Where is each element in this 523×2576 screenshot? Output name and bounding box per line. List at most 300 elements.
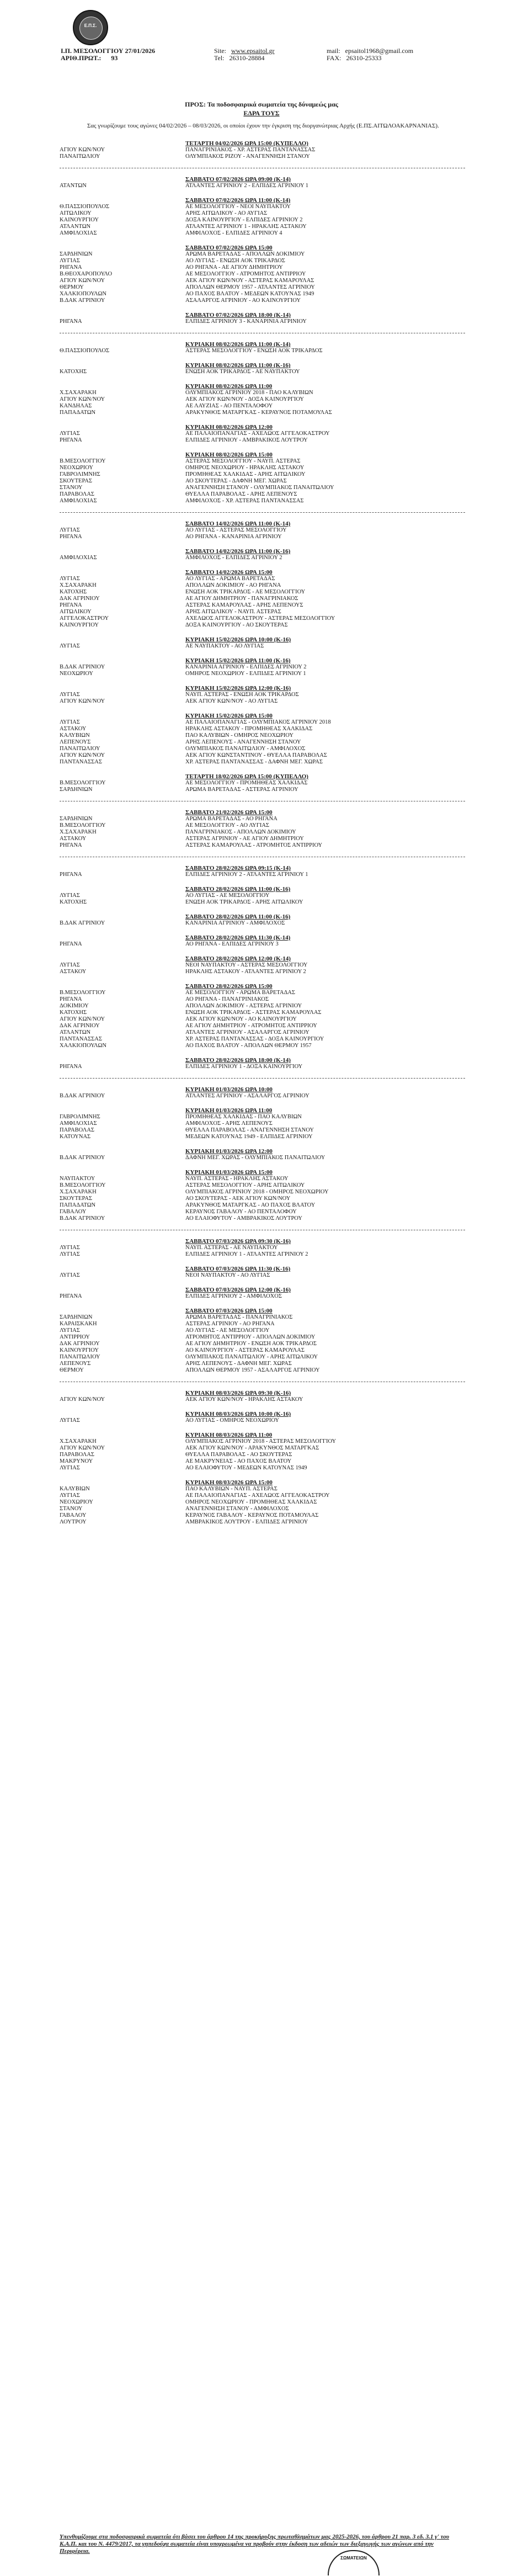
match-venue: ΓΑΒΑΛΟΥ: [60, 1512, 87, 1518]
match-venue: ΓΑΒΑΛΟΥ: [60, 1209, 87, 1215]
match-group: [60, 312, 465, 325]
match-teams: ΑΟ ΡΗΓΑΝΑ - ΠΑΝΑΓΡΙΝΙΑΚΟΣ: [185, 996, 269, 1002]
match-venue: ΠΑΠΑΔΑΤΩΝ: [60, 410, 96, 416]
match-teams: ΧΡ. ΑΣΤΕΡΑΣ ΠΑΝΤΑΝΑΣΣΑΣ - ΔΑΦΝΗ ΜΕΓ. ΧΩΡΑΣ: [185, 759, 323, 765]
match-venue: Β.ΔΑΚ ΑΓΡΙΝΙΟΥ: [60, 298, 105, 304]
match-teams: ΑΣΤΕΡΑΣ ΚΑΜΑΡΟΥΛΑΣ - ΑΡΗΣ ΛΕΠΕΝΟΥΣ: [185, 602, 303, 608]
match-teams: ΑΕ ΜΕΣΟΛΟΓΓΙΟΥ - ΑΡΩΜΑ ΒΑΡΕΤΑΔΑΣ: [185, 990, 296, 996]
match-teams: ΕΝΩΣΗ ΑΟΚ ΤΡΙΚΑΡΔΟΣ - ΑΕ ΝΑΥΠΑΚΤΟΥ: [185, 369, 300, 375]
match-venue: Χ.ΣΑΧΑΡΑΚΗ: [60, 582, 97, 588]
match-row: [60, 1196, 465, 1202]
match-venue: ΑΜΦΙΛΟΧΙΑΣ: [60, 498, 97, 504]
match-row: [60, 369, 465, 375]
match-teams: ΑΡΗΣ ΛΕΠΕΝΟΥΣ - ΑΝΑΓΕΝΝΗΣΗ ΣΤΑΝΟΥ: [185, 739, 301, 745]
match-teams: ΗΡΑΚΛΗΣ ΑΣΤΑΚΟΥ - ΠΡΟΜΗΘΕΑΣ ΧΑΛΚΙΔΑΣ: [185, 726, 313, 732]
match-group: [60, 1266, 465, 1279]
match-teams: ΠΑΝΑΓΡΙΝΙΑΚΟΣ - ΧΡ. ΑΣΤΕΡΑΣ ΠΑΝΤΑΝΑΣΣΑΣ: [185, 147, 316, 153]
match-venue: Β.ΜΕΣΟΛΟΓΓΙΟΥ: [60, 780, 106, 786]
match-group: [60, 452, 465, 504]
match-venue: ΔΑΚ ΑΓΡΙΝΙΟΥ: [60, 596, 100, 602]
match-teams: ΑΝΑΓΕΝΝΗΣΗ ΣΤΑΝΟΥ - ΑΜΦΙΛΟΧΟΣ: [185, 1506, 289, 1512]
match-venue: ΛΥΓΙΑΣ: [60, 962, 80, 968]
match-row: [60, 1189, 465, 1196]
match-teams: ΝΑΥΠ. ΑΣΤΕΡΑΣ - ΗΡΑΚΛΗΣ ΑΣΤΑΚΟΥ: [185, 1176, 289, 1182]
match-row: [60, 780, 465, 787]
match-group-date-header: ΣΑΒΒΑΤΟ 07/03/2026 ΩΡΑ 12:00 (Κ-16): [185, 1287, 291, 1293]
match-row: [60, 527, 465, 534]
match-teams: ΑΕ ΛΑΥΖΙΑΣ - ΑΟ ΠΕΝΤΑΛΟΦΟΥ: [185, 403, 273, 409]
match-teams: ΚΑΝΑΡΙΝΙΑ ΑΓΡΙΝΙΟΥ - ΕΛΠΙΔΕΣ ΑΓΡΙΝΙΟΥ 2: [185, 664, 307, 670]
match-teams: ΟΛΥΜΠΙΑΚΟΣ ΡΙΖΟΥ - ΑΝΑΓΕΝΝΗΣΗ ΣΤΑΝΟΥ: [185, 153, 310, 160]
match-venue: ΑΓΙΟΥ ΚΩΝ/ΝΟΥ: [60, 396, 105, 402]
match-row: [60, 732, 465, 739]
match-teams: ΠΑΟ ΚΑΛΥΒΙΩΝ - ΟΜΗΡΟΣ ΝΕΟΧΩΡΙΟΥ: [185, 732, 293, 739]
match-venue: ΘΕΡΜΟΥ: [60, 284, 84, 290]
match-teams: ΑΕΚ ΑΓΙΟΥ ΚΩΝ/ΝΟΥ - ΑΟ ΚΑΙΝΟΥΡΓΙΟΥ: [185, 1016, 297, 1022]
match-row: [60, 1114, 465, 1120]
match-group-date-header: ΚΥΡΙΑΚΗ 08/03/2026 ΩΡΑ 09:30 (Κ-16): [185, 1390, 291, 1396]
match-venue: ΛΥΓΙΑΣ: [60, 643, 80, 649]
match-venue: ΚΑΙΝΟΥΡΓΙΟΥ: [60, 1347, 99, 1353]
match-group: [60, 1479, 465, 1526]
match-row: [60, 920, 465, 927]
match-teams: ΕΛΠΙΔΕΣ ΑΓΡΙΝΙΟΥ 1 - ΑΤΛΑΝΤΕΣ ΑΓΡΙΝΙΟΥ 2: [185, 1251, 308, 1257]
footer-note: Υπενθυμίζουμε στα ποδοσφαιρικά σωματεία ότι βάσει του άρθρου 14 της προκήρυξης πρωταθλημάτων μας 2025-2026, του άρθρου 21 παρ. 3 εδ. 3.1 γ' του Κ.Α.Π. και του Ν. 4479/2017, τα γηπεδούχα σωματεία είναι υποχρεωμένα να προβούν στην έκδοση των αδειών των διεξαγωγής των αγώνων από την Περιφέρεια.: [60, 2533, 450, 2554]
match-group-date-header: ΣΑΒΒΑΤΟ 28/02/2026 ΩΡΑ 11:00 (Κ-16): [185, 886, 291, 893]
match-row: [60, 224, 465, 230]
match-teams: ΑΡΩΜΑ ΒΑΡΕΤΑΔΑΣ - ΑΟ ΡΗΓΑΝΑ: [185, 816, 277, 822]
match-row: [60, 1417, 465, 1424]
match-venue: ΑΣΤΑΚΟΥ: [60, 726, 87, 732]
match-group: [60, 569, 465, 629]
match-row: [60, 458, 465, 465]
match-row: [60, 582, 465, 589]
match-venue: ΛΥΓΙΑΣ: [60, 576, 80, 582]
match-teams: ΑΜΦΙΛΟΧΟΣ - ΕΛΠΙΔΕΣ ΑΓΡΙΝΙΟΥ 2: [185, 555, 282, 561]
match-teams: ΕΝΩΣΗ ΑΟΚ ΤΡΙΚΑΡΔΟΣ - ΑΣΤΕΡΑΣ ΚΑΜΑΡΟΥΛΑΣ: [185, 1010, 322, 1016]
match-row: [60, 1465, 465, 1472]
match-venue: ΡΗΓΑΝΑ: [60, 602, 82, 608]
match-group-date-header: ΚΥΡΙΑΚΗ 08/02/2026 ΩΡΑ 11:00 (Κ-16): [185, 362, 291, 369]
match-teams: ΕΛΠΙΔΕΣ ΑΓΡΙΝΙΟΥ 2 - ΑΜΦΙΛΟΧΟΣ: [185, 1293, 282, 1299]
match-teams: ΑΕ ΜΕΣΟΛΟΓΓΙΟΥ - ΑΟ ΛΥΓΙΑΣ: [185, 822, 270, 828]
mail-link[interactable]: epsaitol1968@gmail.com: [345, 47, 414, 55]
match-teams: ΠΡΟΜΗΘΕΑΣ ΧΑΛΚΙΔΑΣ - ΠΑΟ ΚΑΛΥΒΙΩΝ: [185, 1114, 302, 1120]
sender-block: [61, 47, 155, 62]
match-venue: ΑΓΙΟΥ ΚΩΝ/ΝΟΥ: [60, 752, 105, 758]
match-venue: ΚΑΙΝΟΥΡΓΙΟΥ: [60, 217, 99, 223]
match-row: [60, 990, 465, 996]
match-group-date-header: ΚΥΡΙΑΚΗ 01/03/2026 ΩΡΑ 15:00: [185, 1169, 273, 1176]
match-row: [60, 1314, 465, 1321]
match-teams: ΑΕΚ ΑΓΙΟΥ ΚΩΝ/ΝΟΥ - ΑΣΤΕΡΑΣ ΚΑΜΑΡΟΥΛΑΣ: [185, 278, 314, 284]
match-teams: ΑΕ ΜΕΣΟΛΟΓΓΙΟΥ - ΑΤΡΟΜΗΤΟΣ ΑΝΤΙΡΡΙΟΥ: [185, 271, 306, 277]
match-row: [60, 609, 465, 615]
match-venue: ΑΤΛΑΝΤΩΝ: [60, 224, 91, 230]
match-row: [60, 153, 465, 160]
match-venue: ΠΑΝΤΑΝΑΣΣΑΣ: [60, 759, 102, 765]
match-teams: ΑΣΑΛΑΡΓΟΣ ΑΓΡΙΝΙΟΥ - ΑΟ ΚΑΙΝΟΥΡΓΙΟΥ: [185, 298, 301, 304]
match-venue: Β.ΜΕΣΟΛΟΓΓΙΟΥ: [60, 822, 106, 828]
match-venue: ΑΤΛΑΝΤΩΝ: [60, 1029, 91, 1035]
match-row: [60, 1458, 465, 1465]
match-group: [60, 424, 465, 444]
match-group: [60, 1390, 465, 1403]
match-venue: ΑΜΦΙΛΟΧΙΑΣ: [60, 1120, 97, 1127]
ref-line: ΑΡΙΘ.ΠΡΩΤ.: 93: [61, 54, 118, 62]
match-group: [60, 1287, 465, 1300]
match-row: [60, 787, 465, 793]
match-group-date-header: ΚΥΡΙΑΚΗ 01/03/2026 ΩΡΑ 10:00: [185, 1086, 273, 1093]
match-venue: ΛΥΓΙΑΣ: [60, 719, 80, 725]
match-row: [60, 291, 465, 298]
match-teams: ΑΡΗΣ ΑΙΤΩΛΙΚΟΥ - ΝΑΥΠ. ΑΣΤΕΡΑΣ: [185, 609, 281, 615]
match-row: [60, 1029, 465, 1036]
match-row: [60, 1182, 465, 1189]
match-venue: Χ.ΣΑΧΑΡΑΚΗ: [60, 1438, 97, 1444]
match-venue: ΘΕΡΜΟΥ: [60, 1367, 84, 1373]
match-group: [60, 1238, 465, 1258]
recipient-line: ΠΡΟΣ: Τα ποδοσφαιρικά σωματεία της δύναμεώς μας: [185, 100, 338, 108]
match-group-date-header: ΣΑΒΒΑΤΟ 14/02/2026 ΩΡΑ 11:00 (Κ-16): [185, 548, 291, 555]
match-row: [60, 719, 465, 726]
match-row: [60, 1202, 465, 1209]
match-teams: ΑΟ ΡΗΓΑΝΑ - ΕΛΠΙΔΕΣ ΑΓΡΙΝΙΟΥ 3: [185, 941, 279, 947]
match-teams: ΑΟ ΛΥΓΙΑΣ - ΑΕ ΜΕΣΟΛΟΓΓΙΟΥ: [185, 893, 270, 899]
match-venue: ΧΑΛΚΙΟΠΟΥΛΩΝ: [60, 291, 106, 297]
match-row: [60, 816, 465, 822]
match-teams: ΑΜΦΙΛΟΧΟΣ - ΕΛΠΙΔΕΣ ΑΓΡΙΝΙΟΥ 4: [185, 230, 282, 236]
match-teams: ΑΕ ΑΓΙΟΥ ΔΗΜΗΤΡΙΟΥ - ΑΤΡΟΜΗΤΟΣ ΑΝΤΙΡΡΙΟΥ: [185, 1023, 317, 1029]
match-venue: Β.ΔΑΚ ΑΓΡΙΝΙΟΥ: [60, 920, 105, 926]
match-teams: ΑΕΚ ΑΓΙΟΥ ΚΩΝ/ΝΟΥ - ΔΟΞΑ ΚΑΙΝΟΥΡΓΙΟΥ: [185, 396, 305, 402]
match-venue: ΑΓΙΟΥ ΚΩΝ/ΝΟΥ: [60, 1016, 105, 1022]
match-row: [60, 396, 465, 403]
match-row: [60, 698, 465, 705]
match-venue: ΚΑΛΥΒΙΩΝ: [60, 1486, 90, 1492]
match-teams: ΑΡΩΜΑ ΒΑΡΕΤΑΔΑΣ - ΑΠΟΛΛΩΝ ΔΟΚΙΜΙΟΥ: [185, 251, 305, 257]
match-teams: ΑΤΛΑΝΤΕΣ ΑΓΡΙΝΙΟΥ - ΑΣΑΛΑΡΓΟΣ ΑΓΡΙΝΙΟΥ: [185, 1029, 309, 1035]
match-teams: ΑΕ ΜΕΣΟΛΟΓΓΙΟΥ - ΝΕΟΙ ΝΑΥΠΑΚΤΟΥ: [185, 204, 291, 210]
match-group: [60, 140, 465, 160]
match-row: [60, 1452, 465, 1458]
match-teams: ΝΑΥΠ. ΑΣΤΕΡΑΣ - ΕΝΩΣΗ ΑΟΚ ΤΡΙΚΑΡΔΟΣ: [185, 692, 299, 698]
site-link[interactable]: www.epsaitol.gr: [231, 47, 275, 55]
match-group-date-header: ΣΑΒΒΑΤΟ 21/02/2026 ΩΡΑ 15:00: [185, 809, 273, 816]
match-row: [60, 1251, 465, 1258]
match-row: [60, 602, 465, 609]
match-venue: ΑΤΑΝΤΩΝ: [60, 183, 87, 189]
match-row: [60, 318, 465, 325]
match-venue: ΡΗΓΑΝΑ: [60, 318, 82, 325]
stamp-text: ΣΩΜΑΤΕΙΩΝ: [340, 2556, 367, 2561]
match-row: [60, 1293, 465, 1300]
match-row: [60, 1499, 465, 1506]
match-teams: ΚΕΡΑΥΝΟΣ ΓΑΒΑΛΟΥ - ΚΕΡΑΥΝΟΣ ΠΟΤΑΜΟΥΛΑΣ: [185, 1512, 319, 1518]
match-group: [60, 713, 465, 766]
match-venue: Χ.ΣΑΧΑΡΑΚΗ: [60, 1189, 97, 1195]
match-group: [60, 176, 465, 189]
match-teams: ΑΕΚ ΑΓΙΟΥ ΚΩΝ/ΝΟΥ - ΑΟ ΛΥΓΙΑΣ: [185, 698, 278, 704]
match-venue: ΝΕΟΧΩΡΙΟΥ: [60, 671, 93, 677]
match-row: [60, 217, 465, 224]
match-teams: ΠΑΟ ΚΑΛΥΒΙΩΝ - ΝΑΥΠ. ΑΣΤΕΡΑΣ: [185, 1486, 277, 1492]
match-venue: ΑΣΤΑΚΟΥ: [60, 969, 87, 975]
match-row: [60, 491, 465, 498]
match-group-date-header: ΣΑΒΒΑΤΟ 07/03/2026 ΩΡΑ 11:30 (Κ-16): [185, 1266, 291, 1272]
match-teams: ΑΣΤΕΡΑΣ ΑΓΡΙΝΙΟΥ - ΑΕ ΑΓΙΟΥ ΔΗΜΗΤΡΙΟΥ: [185, 836, 304, 842]
match-row: [60, 1010, 465, 1016]
match-row: [60, 410, 465, 416]
match-venue: ΡΗΓΑΝΑ: [60, 437, 82, 443]
match-row: [60, 1486, 465, 1493]
match-venue: ΚΑΤΟΧΗΣ: [60, 589, 87, 595]
match-venue: ΑΓΙΟΥ ΚΩΝ/ΝΟΥ: [60, 1445, 105, 1451]
match-venue: Β.ΔΑΚ ΑΓΡΙΝΙΟΥ: [60, 664, 105, 670]
match-teams: ΟΜΗΡΟΣ ΝΕΟΧΩΡΙΟΥ - ΕΛΠΙΔΕΣ ΑΓΡΙΝΙΟΥ 1: [185, 671, 306, 677]
match-row: [60, 893, 465, 899]
match-row: [60, 622, 465, 629]
match-venue: ΣΤΑΝΟΥ: [60, 485, 83, 491]
match-venue: ΠΑΡΑΒΟΛΑΣ: [60, 1452, 95, 1458]
match-teams: ΑΡΩΜΑ ΒΑΡΕΤΑΔΑΣ - ΑΣΤΕΡΑΣ ΑΓΡΙΝΙΟΥ: [185, 787, 298, 793]
match-row: [60, 534, 465, 540]
match-row: [60, 1512, 465, 1519]
fax-value: 26310-25333: [346, 54, 382, 62]
match-teams: ΑΕ ΑΓΙΟΥ ΔΗΜΗΤΡΙΟΥ - ΕΝΩΣΗ ΑΟΚ ΤΡΙΚΑΡΔΟΣ: [185, 1341, 317, 1347]
match-venue: ΛΥΓΙΑΣ: [60, 1417, 80, 1424]
match-venue: ΚΑΛΥΒΙΩΝ: [60, 732, 90, 739]
match-group: [60, 657, 465, 677]
match-venue: ΛΥΓΙΑΣ: [60, 893, 80, 899]
match-venue: ΧΑΛΚΙΟΠΟΥΛΩΝ: [60, 1043, 106, 1049]
match-teams: ΑΠΟΛΛΩΝ ΔΟΚΙΜΙΟΥ - ΑΟ ΡΗΓΑΝΑ: [185, 582, 281, 588]
match-row: [60, 615, 465, 622]
match-venue: Β.ΜΕΣΟΛΟΓΓΙΟΥ: [60, 458, 106, 464]
match-row: [60, 1361, 465, 1367]
match-teams: ΟΛΥΜΠΙΑΚΟΣ ΠΑΝΑΙΤΩΛΙΟΥ - ΑΜΦΙΛΟΧΟΣ: [185, 746, 306, 752]
match-row: [60, 664, 465, 671]
match-group: [60, 685, 465, 705]
match-row: [60, 498, 465, 504]
match-row: [60, 1327, 465, 1334]
match-venue: ΛΥΓΙΑΣ: [60, 1465, 80, 1471]
match-group: [60, 520, 465, 540]
match-teams: ΑΣΤΕΡΑΣ ΜΕΣΟΛΟΓΓΙΟΥ - ΑΡΗΣ ΑΙΤΩΛΙΚΟΥ: [185, 1182, 305, 1188]
federation-logo: [73, 10, 108, 45]
match-venue: ΑΣΤΑΚΟΥ: [60, 836, 87, 842]
match-teams: ΑΟ ΣΚΟΥΤΕΡΑΣ - ΔΑΦΝΗ ΜΕΓ. ΧΩΡΑΣ: [185, 478, 287, 484]
match-group-date-header: ΣΑΒΒΑΤΟ 14/02/2026 ΩΡΑ 11:00 (Κ-14): [185, 520, 291, 527]
match-venue: ΡΗΓΑΝΑ: [60, 1293, 82, 1299]
match-group-date-header: ΣΑΒΒΑΤΟ 14/02/2026 ΩΡΑ 15:00: [185, 569, 273, 576]
match-venue: ΔΑΚ ΑΓΡΙΝΙΟΥ: [60, 1341, 100, 1347]
match-group-date-header: ΚΥΡΙΑΚΗ 08/02/2026 ΩΡΑ 11:00: [185, 383, 273, 390]
match-venue: ΚΑΤΟΧΗΣ: [60, 899, 87, 905]
match-teams: ΘΥΕΛΛΑ ΠΑΡΑΒΟΛΑΣ - ΑΡΗΣ ΛΕΠΕΝΟΥΣ: [185, 491, 297, 497]
match-venue: ΑΓΙΟΥ ΚΩΝ/ΝΟΥ: [60, 1396, 105, 1403]
match-venue: ΠΑΠΑΔΑΤΩΝ: [60, 1202, 96, 1208]
match-row: [60, 1215, 465, 1222]
match-teams: ΘΥΕΛΛΑ ΠΑΡΑΒΟΛΑΣ - ΑΟ ΣΚΟΥΤΕΡΑΣ: [185, 1452, 292, 1458]
match-teams: ΑΕ ΠΑΛΑΙΟΠΑΝΑΓΙΑΣ - ΑΧΕΛΩΟΣ ΑΓΓΕΛΟΚΑΣΤΡΟΥ: [185, 1493, 330, 1499]
match-venue: ΛΥΓΙΑΣ: [60, 1272, 80, 1278]
match-row: [60, 1321, 465, 1327]
match-row: [60, 643, 465, 650]
mail-block: [327, 47, 413, 62]
match-teams: ΕΛΠΙΔΕΣ ΑΓΡΙΝΙΟΥ 2 - ΑΤΛΑΝΤΕΣ ΑΓΡΙΝΙΟΥ 1: [185, 872, 308, 878]
match-row: [60, 1445, 465, 1452]
match-row: [60, 1043, 465, 1049]
match-teams: ΑΟ ΛΥΓΙΑΣ - ΕΝΩΣΗ ΑΟΚ ΤΡΙΚΑΡΔΟΣ: [185, 258, 285, 264]
match-row: [60, 1127, 465, 1134]
match-row: [60, 759, 465, 766]
match-group: [60, 773, 465, 793]
match-teams: ΑΕΚ ΑΓΙΟΥ ΚΩΝ/ΝΟΥ - ΗΡΑΚΛΗΣ ΑΣΤΑΚΟΥ: [185, 1396, 303, 1403]
match-group-date-header: ΣΑΒΒΑΤΟ 07/03/2026 ΩΡΑ 15:00: [185, 1308, 273, 1314]
match-group: [60, 548, 465, 561]
match-venue: ΛΥΓΙΑΣ: [60, 431, 80, 437]
match-venue: ΚΑΤΟΧΗΣ: [60, 1010, 87, 1016]
match-row: [60, 941, 465, 948]
match-teams: ΑΤΛΑΝΤΕΣ ΑΓΡΙΝΙΟΥ 2 - ΕΛΠΙΔΕΣ ΑΓΡΙΝΙΟΥ 1: [185, 183, 309, 189]
match-venue: ΠΑΡΑΒΟΛΑΣ: [60, 1127, 95, 1133]
match-schedule: [60, 140, 465, 1526]
match-group: [60, 636, 465, 650]
match-group: [60, 245, 465, 304]
match-teams: ΑΝΑΓΕΝΝΗΣΗ ΣΤΑΝΟΥ - ΟΛΥΜΠΙΑΚΟΣ ΠΑΝΑΙΤΩΛΙΟΥ: [185, 485, 334, 491]
match-venue: ΝΕΟΧΩΡΙΟΥ: [60, 1499, 93, 1505]
match-teams: ΑΣΤΕΡΑΣ ΚΑΜΑΡΟΥΛΑΣ - ΑΤΡΟΜΗΤΟΣ ΑΝΤΙΡΡΙΟΥ: [185, 842, 323, 848]
mail-label: mail:: [327, 47, 340, 55]
match-venue: ΣΚΟΥΤΕΡΑΣ: [60, 478, 93, 484]
match-group: [60, 1057, 465, 1070]
match-row: [60, 264, 465, 271]
section-divider: [60, 1078, 465, 1079]
match-venue: ΡΗΓΑΝΑ: [60, 941, 82, 947]
match-row: [60, 836, 465, 842]
match-venue: ΛΥΓΙΑΣ: [60, 1245, 80, 1251]
match-teams: ΑΕ ΜΑΚΡΥΝΕΙΑΣ - ΑΟ ΠΑΧΟΣ ΒΛΑΤΟΥ: [185, 1458, 292, 1464]
match-group: [60, 983, 465, 1049]
match-row: [60, 1334, 465, 1341]
match-group-date-header: ΚΥΡΙΑΚΗ 15/02/2026 ΩΡΑ 12:00 (Κ-16): [185, 685, 291, 692]
match-row: [60, 204, 465, 210]
match-row: [60, 576, 465, 582]
match-teams: ΑΡΑΚΥΝΘΟΣ ΜΑΤΑΡΓΚΑΣ - ΚΕΡΑΥΝΟΣ ΠΟΤΑΜΟΥΛΑΣ: [185, 410, 332, 416]
match-group-date-header: ΣΑΒΒΑΤΟ 07/02/2026 ΩΡΑ 09:00 (Κ-14): [185, 176, 291, 183]
match-venue: ΣΚΟΥΤΕΡΑΣ: [60, 1196, 93, 1202]
match-row: [60, 1209, 465, 1215]
match-row: [60, 1245, 465, 1251]
match-group-date-header: ΚΥΡΙΑΚΗ 01/03/2026 ΩΡΑ 11:00: [185, 1107, 273, 1114]
match-row: [60, 278, 465, 284]
match-venue: ΠΑΝΑΙΤΩΛΙΟΥ: [60, 153, 100, 160]
match-group: [60, 362, 465, 375]
match-row: [60, 1347, 465, 1354]
match-teams: ΧΡ. ΑΣΤΕΡΑΣ ΠΑΝΤΑΝΑΣΣΑΣ - ΔΟΞΑ ΚΑΙΝΟΥΡΓΙΟΥ: [185, 1036, 324, 1042]
match-group-date-header: ΚΥΡΙΑΚΗ 15/02/2026 ΩΡΑ 10:00 (Κ-16): [185, 636, 291, 643]
match-venue: ΛΟΥΤΡΟΥ: [60, 1519, 87, 1525]
match-venue: ΜΑΚΡΥΝΟΥ: [60, 1458, 93, 1464]
match-teams: ΜΕΔΕΩΝ ΚΑΤΟΥΝΑΣ 1949 - ΕΛΠΙΔΕΣ ΑΓΡΙΝΙΟΥ: [185, 1134, 313, 1140]
match-group-date-header: ΚΥΡΙΑΚΗ 08/02/2026 ΩΡΑ 15:00: [185, 452, 273, 458]
match-teams: ΑΕ ΑΓΙΟΥ ΔΗΜΗΤΡΙΟΥ - ΠΑΝΑΓΡΙΝΙΑΚΟΣ: [185, 596, 298, 602]
intro-paragraph: Σας γνωρίζουμε τους αγώνες 04/02/2026 – 08/03/2026, οι οποίοι έχουν την έγκριση της διοργανώτριας Αρχής (Ε.ΠΣ.ΑΙΤΩΛΟΑΚΑΡΝΑΝΙΑΣ).: [87, 123, 439, 129]
match-row: [60, 390, 465, 396]
match-teams: ΑΠΟΛΛΩΝ ΘΕΡΜΟΥ 1957 - ΑΤΛΑΝΤΕΣ ΑΓΡΙΝΙΟΥ: [185, 284, 315, 290]
match-row: [60, 284, 465, 291]
match-venue: Θ.ΠΑΣΣΙΟΠΟΥΛΟΣ: [60, 348, 110, 354]
match-teams: ΑΠΟΛΛΩΝ ΔΟΚΙΜΙΟΥ - ΑΣΤΕΡΑΣ ΑΓΡΙΝΙΟΥ: [185, 1003, 302, 1009]
match-group-date-header: ΣΑΒΒΑΤΟ 28/02/2026 ΩΡΑ 12:00 (Κ-14): [185, 955, 291, 962]
match-venue: ΛΥΓΙΑΣ: [60, 1327, 80, 1334]
match-group-date-header: ΣΑΒΒΑΤΟ 07/02/2026 ΩΡΑ 11:00 (Κ-14): [185, 197, 291, 204]
match-venue: ΔΟΚΙΜΙΟΥ: [60, 1003, 89, 1009]
match-venue: ΡΗΓΑΝΑ: [60, 996, 82, 1002]
match-venue: ΑΓΙΟΥ ΚΩΝ/ΝΟΥ: [60, 278, 105, 284]
match-teams: ΑΟ ΛΥΓΙΑΣ - ΟΜΗΡΟΣ ΝΕΟΧΩΡΙΟΥ: [185, 1417, 279, 1424]
match-teams: ΑΜΒΡΑΚΙΚΟΣ ΛΟΥΤΡΟΥ - ΕΛΠΙΔΕΣ ΑΓΡΙΝΙΟΥ: [185, 1519, 308, 1525]
recipient-subline: ΕΔΡΑ ΤΟΥΣ: [243, 109, 280, 117]
match-teams: ΑΟ ΚΑΙΝΟΥΡΓΙΟΥ - ΑΣΤΕΡΑΣ ΚΑΜΑΡΟΥΛΑΣ: [185, 1347, 305, 1353]
match-group: [60, 1169, 465, 1222]
match-venue: Β.ΔΑΚ ΑΓΡΙΝΙΟΥ: [60, 1093, 105, 1099]
match-venue: ΑΙΤΩΛΙΚΟΥ: [60, 609, 92, 615]
match-row: [60, 1120, 465, 1127]
match-teams: ΟΛΥΜΠΙΑΚΟΣ ΑΓΡΙΝΙΟΥ 2018 - ΑΣΤΕΡΑΣ ΜΕΣΟΛΟΓΓΙΟΥ: [185, 1438, 337, 1444]
match-teams: ΑΡΗΣ ΛΕΠΕΝΟΥΣ - ΔΑΦΝΗ ΜΕΓ. ΧΩΡΑΣ: [185, 1361, 292, 1367]
match-venue: Β.ΔΑΚ ΑΓΡΙΝΙΟΥ: [60, 1215, 105, 1221]
match-group: [60, 383, 465, 416]
match-venue: ΡΗΓΑΝΑ: [60, 534, 82, 540]
sender-line: Ι.Π. ΜΕΣΟΛΟΓΓΙΟΥ 27/01/2026: [61, 47, 156, 55]
match-teams: ΑΡΗΣ ΑΙΤΩΛΙΚΟΥ - ΑΟ ΑΥΓΙΑΣ: [185, 210, 268, 216]
match-teams: ΟΛΥΜΠΙΑΚΟΣ ΠΑΝΑΙΤΩΛΙΟΥ - ΑΡΗΣ ΑΙΤΩΛΙΚΟΥ: [185, 1354, 318, 1360]
match-teams: ΑΕΚ ΑΓΙΟΥ ΚΩΝ/ΝΟΥ - ΑΡΑΚΥΝΘΟΣ ΜΑΤΑΡΓΚΑΣ: [185, 1445, 319, 1451]
match-venue: ΣΑΡΔΗΝΙΩΝ: [60, 816, 93, 822]
match-venue: ΠΑΝΑΙΤΩΛΙΟΥ: [60, 1354, 100, 1360]
match-row: [60, 183, 465, 189]
match-venue: ΑΙΤΩΛΙΚΟΥ: [60, 210, 92, 216]
match-row: [60, 752, 465, 759]
match-group-date-header: ΚΥΡΙΑΚΗ 08/03/2026 ΩΡΑ 10:00 (Κ-16): [185, 1411, 291, 1417]
match-teams: ΟΛΥΜΠΙΑΚΟΣ ΑΓΡΙΝΙΟΥ 2018 - ΠΑΟ ΚΑΛΥΒΙΩΝ: [185, 390, 313, 396]
site-label: Site:: [214, 47, 227, 55]
match-teams: ΑΕ ΜΕΣΟΛΟΓΓΙΟΥ - ΠΡΟΜΗΘΕΑΣ ΧΑΛΚΙΔΑΣ: [185, 780, 308, 786]
match-teams: ΝΕΟΙ ΝΑΥΠΑΚΤΟΥ - ΑΣΤΕΡΑΣ ΜΕΣΟΛΟΓΓΙΟΥ: [185, 962, 308, 968]
match-row: [60, 1367, 465, 1374]
match-teams: ΔΟΞΑ ΚΑΙΝΟΥΡΓΙΟΥ - ΕΛΠΙΔΕΣ ΑΓΡΙΝΙΟΥ 2: [185, 217, 303, 223]
match-venue: Θ.ΠΑΣΣΙΟΠΟΥΛΟΣ: [60, 204, 110, 210]
match-row: [60, 1341, 465, 1347]
match-venue: ΝΕΟΧΩΡΙΟΥ: [60, 465, 93, 471]
logo-emblem: [79, 17, 103, 40]
match-teams: ΑΤΛΑΝΤΕΣ ΑΓΡΙΝΙΟΥ - ΑΣΑΛΑΡΓΟΣ ΑΓΡΙΝΙΟΥ: [185, 1093, 309, 1099]
match-group: [60, 341, 465, 354]
fax-label: FAX:: [327, 54, 341, 62]
match-row: [60, 271, 465, 278]
match-row: [60, 348, 465, 354]
match-teams: ΑΜΦΙΛΟΧΟΣ - ΑΡΗΣ ΛΕΠΕΝΟΥΣ: [185, 1120, 273, 1127]
match-row: [60, 1003, 465, 1010]
match-teams: ΑΤΛΑΝΤΕΣ ΑΓΡΙΝΙΟΥ 1 - ΗΡΑΚΛΗΣ ΑΣΤΑΚΟΥ: [185, 224, 307, 230]
match-teams: ΟΜΗΡΟΣ ΝΕΟΧΩΡΙΟΥ - ΗΡΑΚΛΗΣ ΑΣΤΑΚΟΥ: [185, 465, 305, 471]
match-group-date-header: ΣΑΒΒΑΤΟ 07/02/2026 ΩΡΑ 15:00: [185, 245, 273, 251]
match-venue: ΛΥΓΙΑΣ: [60, 692, 80, 698]
match-teams: ΑΟ ΠΑΧΟΣ ΒΛΑΤΟΥ - ΜΕΔΕΩΝ ΚΑΤΟΥΝΑΣ 1949: [185, 291, 314, 297]
match-group-date-header: ΣΑΒΒΑΤΟ 07/03/2026 ΩΡΑ 09:30 (Κ-16): [185, 1238, 291, 1245]
